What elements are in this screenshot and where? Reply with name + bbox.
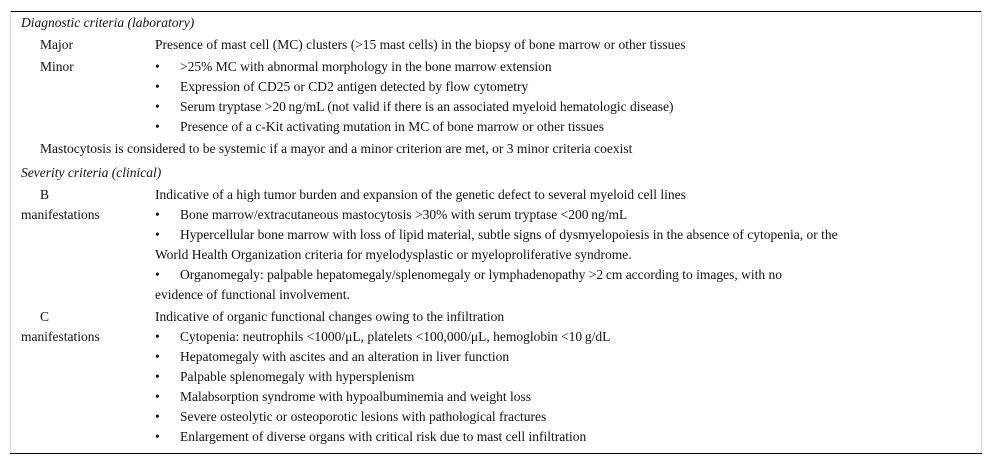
minor-criterion: Expression of CD25 or CD2 antigen detected by flow cytometry xyxy=(180,79,529,94)
bullet: • xyxy=(155,267,160,282)
minor-criterion: >25% MC with abnormal morphology in the bone marrow extension xyxy=(180,59,552,74)
bullet: • xyxy=(155,389,160,404)
table-left-border xyxy=(10,11,11,453)
minor-criterion: Presence of a c-Kit activating mutation in MC of bone marrow or other tissues xyxy=(180,119,605,134)
bullet: • xyxy=(155,207,160,222)
table-top-rule xyxy=(10,11,982,12)
bullet: • xyxy=(155,369,160,384)
bullet: • xyxy=(155,409,160,424)
c-criterion: Hepatomegaly with ascites and an alteration in liver function xyxy=(180,349,510,364)
bullet: • xyxy=(155,429,160,444)
b-criterion-continued: evidence of functional involvement. xyxy=(155,287,350,302)
bullet: • xyxy=(155,99,160,114)
c-label-manifestations: manifestations xyxy=(21,329,100,344)
bullet: • xyxy=(155,119,160,134)
b-criterion: Hypercellular bone marrow with loss of lipid material, subtle signs of dysmyelopoiesis in the absence of cytopenia, or the xyxy=(180,227,838,242)
c-criterion: Palpable splenomegaly with hypersplenism xyxy=(180,369,415,384)
severity-criteria-heading: Severity criteria (clinical) xyxy=(21,165,162,180)
b-label: B xyxy=(40,187,50,202)
table-right-border xyxy=(981,11,982,453)
major-label: Major xyxy=(40,37,73,52)
c-intro: Indicative of organic functional changes owing to the infiltration xyxy=(155,309,505,324)
bullet: • xyxy=(155,329,160,344)
bullet: • xyxy=(155,349,160,364)
c-criterion: Cytopenia: neutrophils <1000/μL, platelets <100,000/μL, hemoglobin <10 g/dL xyxy=(180,329,611,344)
minor-label: Minor xyxy=(40,59,74,74)
systemic-note: Mastocytosis is considered to be systemic if a mayor and a minor criterion are met, or 3 minor criteria coexist xyxy=(40,141,633,156)
bullet: • xyxy=(155,227,160,242)
c-criterion: Severe osteolytic or osteoporotic lesions with pathological fractures xyxy=(180,409,547,424)
c-criterion: Enlargement of diverse organs with critical risk due to mast cell infiltration xyxy=(180,429,587,444)
b-intro: Indicative of a high tumor burden and expansion of the genetic defect to several myeloid cell lines xyxy=(155,187,686,202)
criteria-table xyxy=(10,0,982,465)
table-bottom-rule xyxy=(10,453,982,454)
c-criterion: Malabsorption syndrome with hypoalbuminemia and weight loss xyxy=(180,389,531,404)
b-criterion: Organomegaly: palpable hepatomegaly/splenomegaly or lymphadenopathy >2 cm according to images, with no xyxy=(180,267,783,282)
b-criterion: Bone marrow/extracutaneous mastocytosis >30% with serum tryptase <200 ng/mL xyxy=(180,207,628,222)
b-label-manifestations: manifestations xyxy=(21,207,100,222)
diagnostic-criteria-heading: Diagnostic criteria (laboratory) xyxy=(21,15,195,30)
c-label: C xyxy=(40,309,50,324)
minor-criterion: Serum tryptase >20 ng/mL (not valid if there is an associated myeloid hematologic disease) xyxy=(180,99,674,114)
bullet: • xyxy=(155,59,160,74)
b-criterion-continued: World Health Organization criteria for myelodysplastic or myeloproliferative syndrome. xyxy=(155,247,632,262)
major-criterion: Presence of mast cell (MC) clusters (>15 mast cells) in the biopsy of bone marrow or other tissues xyxy=(155,37,686,52)
bullet: • xyxy=(155,79,160,94)
